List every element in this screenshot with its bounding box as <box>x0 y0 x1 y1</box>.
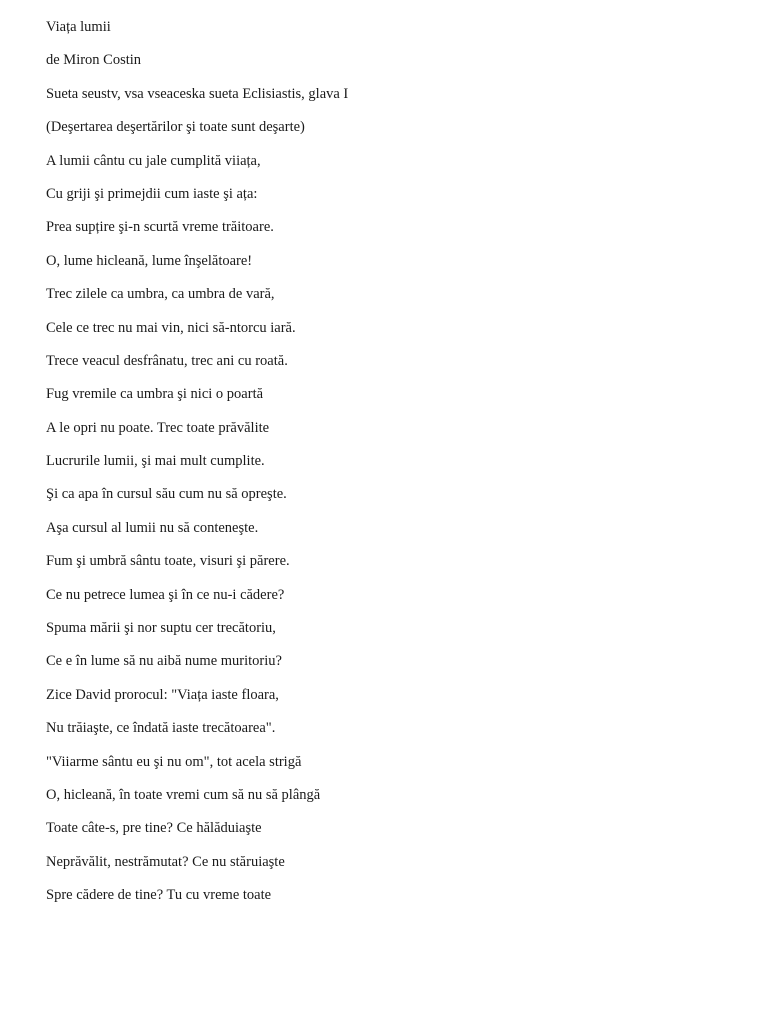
poem-line: Zice David prorocul: "Viața iaste floara, <box>46 686 279 703</box>
poem-line: Prea supțire şi-n scurtă vreme trăitoare. <box>46 219 274 236</box>
poem-line: Nu trăiaşte, ce îndată iaste trecătoarea". <box>46 720 276 737</box>
poem-line: "Viiarme sântu eu şi nu om", tot acela strigă <box>46 753 302 770</box>
poem-line: Spre cădere de tine? Tu cu vreme toate <box>46 887 272 904</box>
poem-line: O, lume hicleană, lume înşelătoare! <box>46 252 253 269</box>
poem-line: Lucrurile lumii, şi mai mult cumplite. <box>46 453 265 470</box>
poem-title: Viața lumii <box>46 19 111 35</box>
poem-line: Aşa cursul al lumii nu să conteneşte. <box>46 519 259 536</box>
poem-line: Trec zilele ca umbra, ca umbra de vară, <box>46 286 275 303</box>
poem-line: A le opri nu poate. Trec toate prăvălite <box>46 419 270 436</box>
poem-line: O, hicleană, în toate vremi cum să nu să plângă <box>46 786 321 803</box>
poem-line: Fug vremile ca umbra şi nici o poartă <box>46 386 264 403</box>
poem-line: Cele ce trec nu mai vin, nici să-ntorcu iară. <box>46 319 296 336</box>
poem-line: Şi ca apa în cursul său cum nu să opreşte. <box>46 486 287 503</box>
poem-author: de Miron Costin <box>46 52 142 69</box>
poem-text <box>46 17 348 919</box>
poem-epigraph-translation: (Deşertarea deşertărilor şi toate sunt deşarte) <box>46 119 305 136</box>
poem-line: Cu griji şi primejdii cum iaste şi ața: <box>46 185 258 202</box>
poem-line: A lumii cântu cu jale cumplită viiața, <box>46 152 261 169</box>
poem-line: Trece veacul desfrânatu, trec ani cu roată. <box>46 352 288 369</box>
poem-line: Ce nu petrece lumea şi în ce nu-i cădere? <box>46 586 285 603</box>
poem-line: Fum şi umbră sântu toate, visuri şi părere. <box>46 553 290 570</box>
poem-line: Neprăvălit, nestrămutat? Ce nu stăruiaşte <box>46 853 285 870</box>
poem-line: Ce e în lume să nu aibă nume muritoriu? <box>46 653 282 670</box>
poem-epigraph: Sueta seustv, vsa vseaceska sueta Eclisiastis, glava I <box>46 85 349 102</box>
poem-line: Spuma mării şi nor suptu cer trecătoriu, <box>46 620 276 637</box>
poem-line: Toate câte-s, pre tine? Ce hălăduiaşte <box>46 820 262 837</box>
